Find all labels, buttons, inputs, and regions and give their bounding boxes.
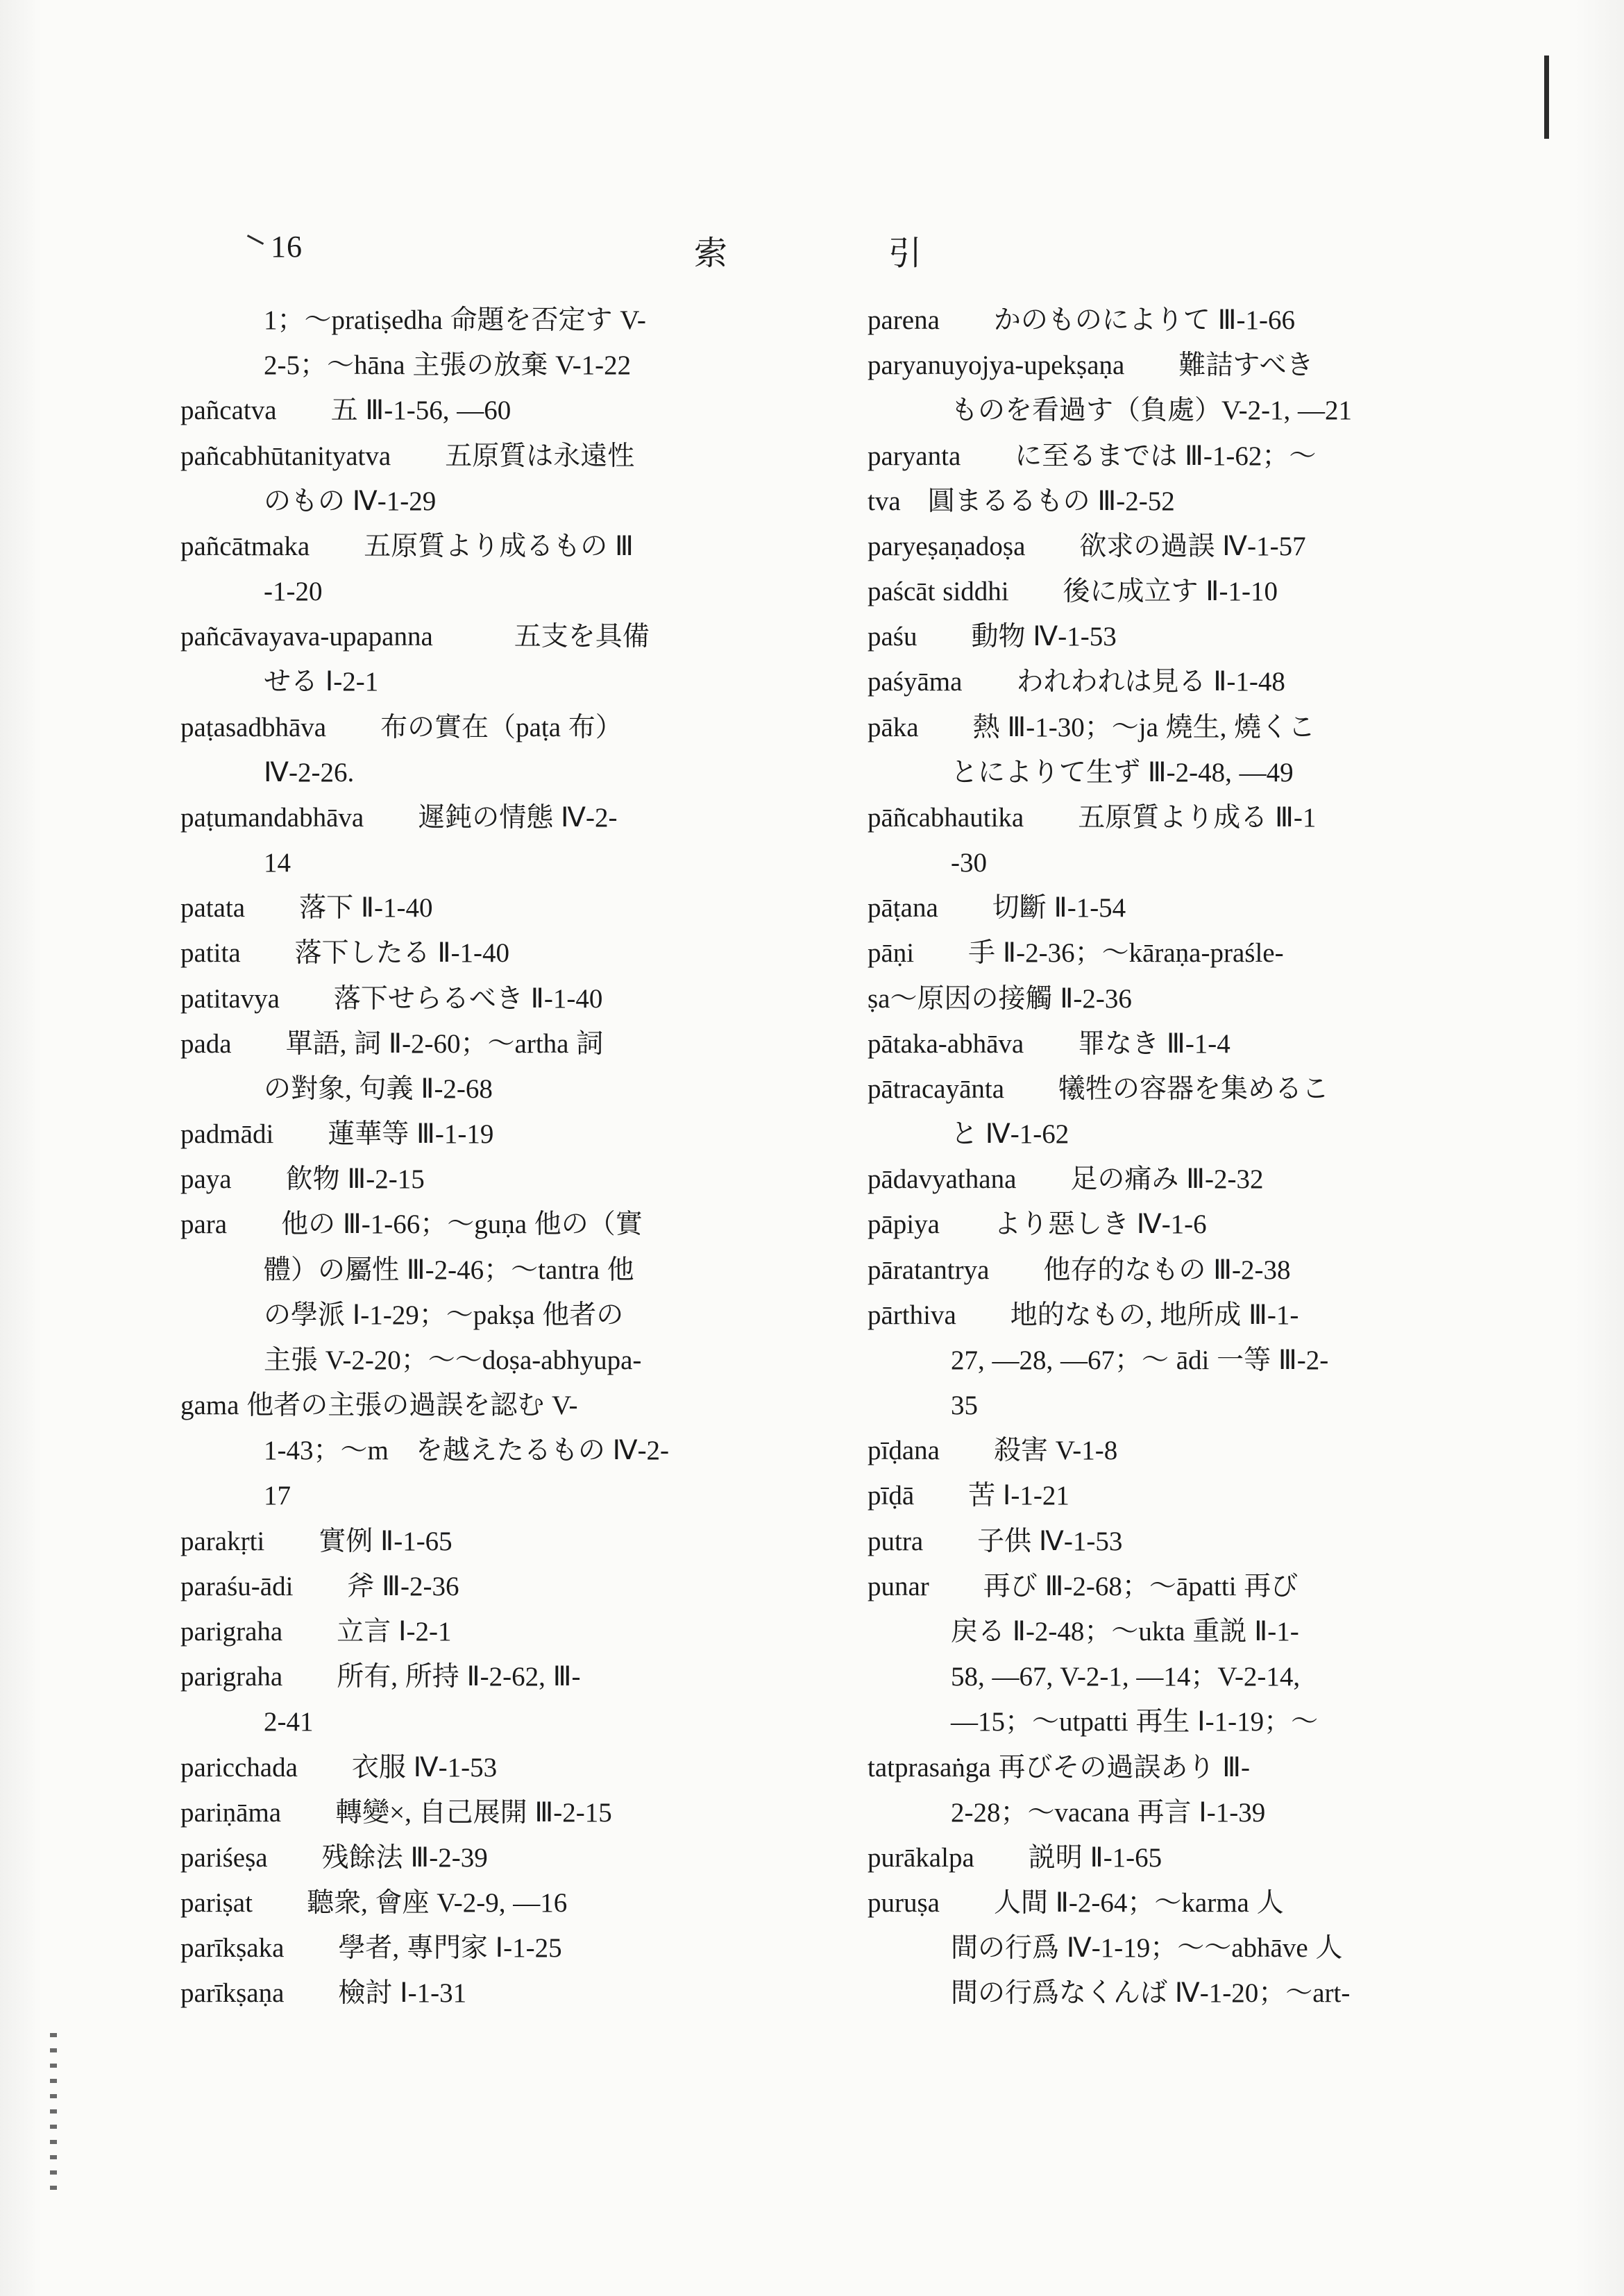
index-column-right (868, 298, 1437, 2017)
index-entry: parakṛti 實例 Ⅱ-1-65 (180, 1526, 452, 1556)
index-entry: puruṣa 人間 Ⅱ-2-64；～karma 人 (868, 1888, 1284, 1919)
index-entry: padmādi 蓮華等 Ⅲ-1-19 (180, 1119, 494, 1150)
index-entry: parīkṣaka 學者, 專門家 Ⅰ-1-25 (180, 1933, 562, 1964)
index-entry: paṭasadbhāva 布の實在（paṭa 布） (180, 712, 623, 742)
index-entry: pañcabhūtanityatva 五原質は永遠性 (180, 441, 635, 471)
index-entry: pañcāvayava-upapanna 五支を具備 (180, 622, 650, 652)
index-entry: paricchada 衣服 Ⅳ-1-53 (180, 1752, 498, 1783)
index-column-left (180, 298, 750, 2017)
index-entry-continuation: 2-28；～vacana 再言 Ⅰ-1-39 (951, 1797, 1266, 1828)
index-entry: paścāt siddhi 後に成立す Ⅱ-1-10 (868, 577, 1278, 607)
index-entry-continuation: のもの Ⅳ-1-29 (264, 486, 437, 516)
index-entry-continuation: 間の行爲 Ⅳ-1-19；～～abhāve 人 (951, 1933, 1343, 1964)
index-entry: tatprasaṅga 再びその過誤あり Ⅲ- (868, 1752, 1250, 1783)
index-entry: pātaka-abhāva 罪なき Ⅲ-1-4 (868, 1028, 1230, 1059)
index-entry: putra 子供 Ⅳ-1-53 (868, 1526, 1123, 1556)
page-number: 16 (271, 230, 303, 264)
index-entry: patita 落下したる Ⅱ-1-40 (180, 938, 510, 969)
index-entry-continuation: —15；～utpatti 再生 Ⅰ-1-19；～ (951, 1707, 1319, 1737)
index-entry-continuation: の學派 Ⅰ-1-29；～pakṣa 他者の (264, 1300, 624, 1330)
index-entry: para 他の Ⅲ-1-66；～guṇa 他の（實 (180, 1209, 643, 1240)
index-entry: pīḍā 苦 Ⅰ-1-21 (868, 1481, 1069, 1511)
page-title: 索 引 (694, 234, 986, 273)
index-entry-continuation: 2-41 (264, 1707, 314, 1737)
index-entry: pada 單語, 詞 Ⅱ-2-60；～artha 詞 (180, 1028, 604, 1059)
index-entry: purākalpa 説明 Ⅱ-1-65 (868, 1842, 1162, 1873)
index-entry: parigraha 所有, 所持 Ⅱ-2-62, Ⅲ- (180, 1662, 581, 1692)
index-entry-continuation: -1-20 (264, 577, 323, 607)
index-entry: pāñcabhautika 五原質より成る Ⅲ-1 (868, 802, 1317, 833)
index-entry: pariṣat 聽衆, 會座 V-2-9, —16 (180, 1888, 568, 1919)
index-entry: pañcātmaka 五原質より成るもの Ⅲ (180, 531, 634, 561)
index-entry-continuation: 2-5；～hāna 主張の放棄 V-1-22 (264, 350, 632, 381)
index-entry-continuation: とによりて生ず Ⅲ-2-48, —49 (951, 757, 1294, 788)
index-entry: pātracayānta 犧牲の容器を集めるこ (868, 1073, 1330, 1104)
index-entry: paryanta に至るまでは Ⅲ-1-62；～ (868, 441, 1317, 471)
index-entry: punar 再び Ⅲ-2-68；～āpatti 再び (868, 1571, 1299, 1601)
binding-mark (1544, 56, 1549, 139)
index-entry: patitavya 落下せらるべき Ⅱ-1-40 (180, 983, 603, 1014)
index-entry-continuation: と Ⅳ-1-62 (951, 1119, 1069, 1150)
index-entry-continuation: 主張 V-2-20；～～doṣa-abhyupa- (264, 1345, 642, 1375)
index-entry: paryanuyojya-upekṣaṇa 難詰すべき (868, 350, 1314, 381)
index-entry: pariśeṣa 残餘法 Ⅲ-2-39 (180, 1842, 488, 1873)
index-entry-continuation: ものを看過す（負處）V-2-1, —21 (951, 396, 1353, 426)
index-entry: pāṭana 切斷 Ⅱ-1-54 (868, 893, 1126, 924)
index-entry: pāpiya より惡しき Ⅳ-1-6 (868, 1209, 1207, 1240)
index-entry-continuation: 14 (264, 848, 291, 878)
index-entry: pāka 熱 Ⅲ-1-30；～ja 燒生, 燒くこ (868, 712, 1316, 742)
index-entry-continuation: せる Ⅰ-2-1 (264, 667, 379, 697)
index-entry: paryeṣaṇadoṣa 欲求の過誤 Ⅳ-1-57 (868, 531, 1306, 561)
index-entry-continuation: 間の行爲なくんば Ⅳ-1-20；～art- (951, 1978, 1351, 2009)
index-entry: paṭumandabhāva 遲鈍の情態 Ⅳ-2- (180, 802, 618, 833)
index-entry: parīkṣaṇa 檢討 Ⅰ-1-31 (180, 1978, 467, 2009)
folio-tick-mark (247, 235, 264, 245)
index-entry-continuation: 17 (264, 1481, 291, 1511)
index-entry-continuation: の對象, 句義 Ⅱ-2-68 (264, 1073, 493, 1104)
index-entry-continuation: 27, —28, —67；～ ādi 一等 Ⅲ-2- (951, 1345, 1329, 1375)
page-right-edge-shadow (1575, 0, 1624, 2296)
index-entry-continuation: 體）の屬性 Ⅲ-2-46；～tantra 他 (264, 1255, 634, 1285)
index-entry: paya 飮物 Ⅲ-2-15 (180, 1164, 425, 1195)
index-entry-continuation: -30 (951, 848, 987, 878)
index-entry: pādavyathana 足の痛み Ⅲ-2-32 (868, 1164, 1264, 1195)
index-entry: pañcatva 五 Ⅲ-1-56, —60 (180, 396, 511, 426)
index-entry: paśu 動物 Ⅳ-1-53 (868, 622, 1117, 652)
index-entry-continuation: 1；～pratiṣedha 命題を否定す V- (264, 305, 646, 335)
index-entry: pāratantrya 他存的なもの Ⅲ-2-38 (868, 1255, 1291, 1285)
index-entry-continuation: Ⅳ-2-26. (264, 757, 355, 788)
index-entry: tva 圓まるるもの Ⅲ-2-52 (868, 486, 1175, 516)
index-entry: paraśu-ādi 斧 Ⅲ-2-36 (180, 1571, 459, 1601)
index-entry: parigraha 立言 Ⅰ-2-1 (180, 1616, 452, 1647)
index-entry: patata 落下 Ⅱ-1-40 (180, 893, 433, 924)
index-entry-continuation: 58, —67, V-2-1, —14；V-2-14, (951, 1662, 1301, 1692)
index-entry: pīḍana 殺害 V-1-8 (868, 1436, 1118, 1466)
index-entry-continuation: 35 (951, 1391, 978, 1421)
index-entry: gama 他者の主張の過誤を認む V- (180, 1391, 578, 1421)
index-entry: pārthiva 地的なもの, 地所成 Ⅲ-1- (868, 1300, 1299, 1330)
page-header (180, 229, 1430, 278)
index-entry-continuation: 戻る Ⅱ-2-48；～ukta 重説 Ⅱ-1- (951, 1616, 1299, 1647)
page-left-edge-shadow (0, 0, 42, 2296)
index-entry: parena かのものによりて Ⅲ-1-66 (868, 305, 1296, 335)
index-entry: paśyāma われわれは見る Ⅱ-1-48 (868, 667, 1285, 697)
index-entry: ṣa～原因の接觸 Ⅱ-2-36 (868, 983, 1132, 1014)
index-entry-continuation: 1-43；～m を越えたるもの Ⅳ-2- (264, 1436, 670, 1466)
index-entry: pāṇi 手 Ⅱ-2-36；～kāraṇa-praśle- (868, 938, 1284, 969)
index-entry: pariṇāma 轉變×, 自己展開 Ⅲ-2-15 (180, 1797, 612, 1828)
spine-speckle (50, 2033, 57, 2200)
